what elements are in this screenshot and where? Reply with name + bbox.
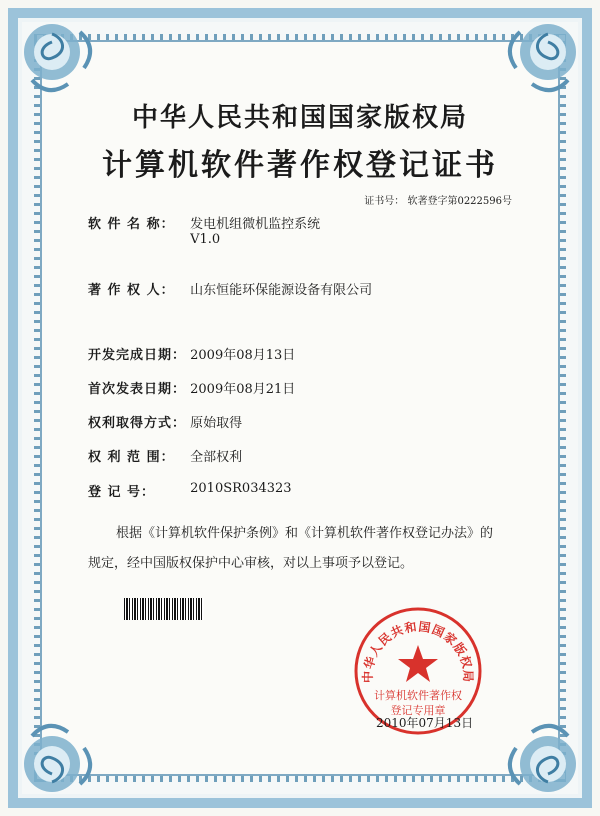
copyright-owner-label: 著 作 权 人： (88, 283, 175, 298)
registration-number-value: 2010SR034323 (190, 481, 292, 496)
certificate-title: 计算机软件著作权登记证书 (102, 148, 498, 183)
seal-inner-line-2: 登记专用章 (390, 704, 446, 717)
seal-outer-text: 中华人民共和国国家版权局 (360, 619, 476, 684)
rights-scope-row (88, 446, 242, 465)
copyright-owner-value: 山东恒能环保能源设备有限公司 (190, 283, 373, 298)
software-version: V1.0 (190, 232, 221, 247)
barcode (124, 598, 204, 620)
certificate-number-value: 软著登字第0222596号 (407, 196, 512, 207)
certificate-number (364, 192, 512, 207)
development-date-label: 开发完成日期： (88, 348, 187, 363)
statement-line-2: 规定，经中国版权保护中心审核，对以上事项予以登记。 (88, 556, 414, 571)
software-name-label: 软 件 名 称： (88, 217, 175, 232)
seal-inner-line-1: 计算机软件著作权 (374, 689, 462, 702)
software-name: 发电机组微机监控系统 (190, 217, 321, 232)
certificate-number-label: 证书号： (364, 196, 405, 207)
issuing-authority-title: 中华人民共和国国家版权局 (131, 103, 468, 133)
seal-date: 2010年07月13日 (376, 716, 474, 730)
rights-scope-value: 全部权利 (190, 450, 243, 465)
acquisition-method-row (88, 412, 242, 431)
rights-scope-label: 权 利 范 围： (88, 450, 175, 465)
development-date-value: 2009年08月13日 (190, 348, 296, 363)
statement-line-1: 根据《计算机软件保护条例》和《计算机软件著作权登记办法》的 (116, 526, 494, 541)
acquisition-method-value: 原始取得 (190, 416, 243, 431)
software-name-value (190, 213, 320, 247)
corner-ornament-bottom-right (486, 702, 582, 798)
acquisition-method-label: 权利取得方式： (88, 416, 187, 431)
first-publication-value: 2009年08月21日 (190, 382, 296, 397)
registration-number-label: 登 记 号： (88, 485, 156, 500)
registration-statement (88, 519, 528, 579)
development-date-row (88, 344, 295, 363)
first-publication-label: 首次发表日期： (88, 382, 187, 397)
registration-number-row (88, 481, 292, 500)
first-publication-row (88, 378, 295, 397)
software-name-row (88, 213, 320, 247)
copyright-owner-row (88, 279, 372, 298)
corner-ornament-bottom-left (18, 702, 114, 798)
